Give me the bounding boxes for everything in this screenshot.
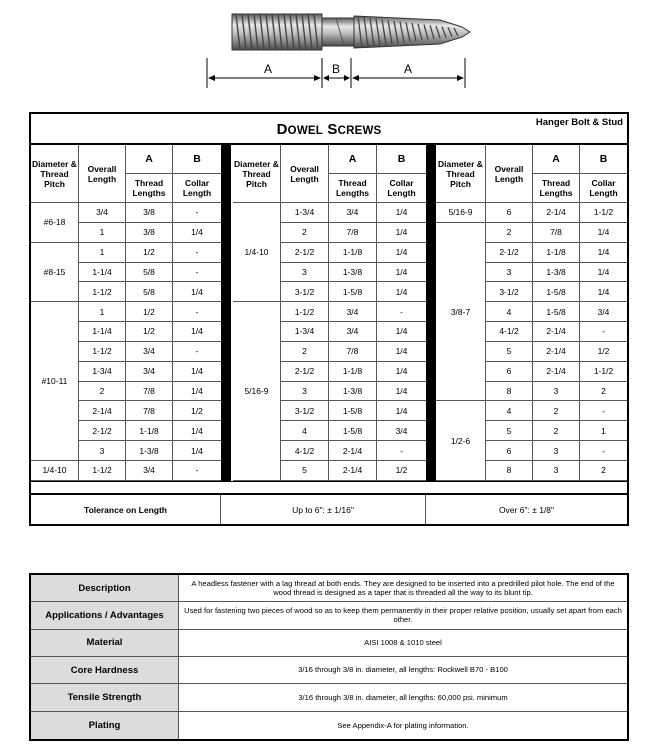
- spec-label-applications: Applications / Advantages: [31, 602, 179, 629]
- overall-length-cell: 1-3/4: [281, 322, 329, 342]
- thread-length-cell: 2-1/4: [329, 441, 377, 461]
- header-overall-length: Overall Length: [486, 145, 533, 203]
- spec-label-core-hardness: Core Hardness: [31, 657, 179, 684]
- collar-length-cell: 1/2: [580, 342, 627, 362]
- title-word-crews: CREWS: [337, 125, 382, 137]
- collar-length-cell: 1/4: [377, 243, 426, 263]
- table-group-2: [233, 145, 426, 481]
- header-collar-length: Collar Length: [377, 174, 426, 203]
- collar-length-cell: 1: [580, 421, 627, 441]
- thread-length-cell: 5/8: [126, 263, 173, 283]
- overall-length-cell: 3-1/2: [281, 282, 329, 302]
- diameter-cell: 5/16-9: [233, 302, 281, 481]
- overall-length-cell: 2: [281, 223, 329, 243]
- spec-label-plating: Plating: [31, 712, 179, 739]
- group-separator: [426, 145, 436, 481]
- collar-length-cell: 1/4: [377, 382, 426, 402]
- title-letter-d: D: [276, 121, 288, 138]
- thread-length-cell: 1-3/8: [329, 263, 377, 283]
- overall-length-cell: 4-1/2: [281, 441, 329, 461]
- overall-length-cell: 2-1/2: [281, 362, 329, 382]
- thread-length-cell: 2-1/4: [329, 461, 377, 481]
- thread-length-cell: 2: [533, 421, 580, 441]
- diameter-cell: 5/16-9: [436, 203, 486, 223]
- diameter-cell: 1/4-10: [31, 461, 79, 481]
- thread-length-cell: 3/4: [126, 461, 173, 481]
- thread-length-cell: 1-5/8: [329, 421, 377, 441]
- collar-length-cell: 1/2: [377, 461, 426, 481]
- overall-length-cell: 2-1/4: [79, 401, 126, 421]
- table-title-row: [31, 114, 627, 145]
- thread-length-cell: 7/8: [329, 342, 377, 362]
- thread-length-cell: 3: [533, 461, 580, 481]
- collar-length-cell: 3/4: [377, 421, 426, 441]
- spec-value-material: AISI 1008 & 1010 steel: [179, 630, 627, 657]
- header-thread-lengths: Thread Lengths: [126, 174, 173, 203]
- thread-length-cell: 5/8: [126, 282, 173, 302]
- overall-length-cell: 1-3/4: [79, 362, 126, 382]
- overall-length-cell: 8: [486, 461, 533, 481]
- diameter-cell: 1/4-10: [233, 203, 281, 302]
- thread-length-cell: 1-3/8: [126, 441, 173, 461]
- header-a: A: [533, 145, 580, 174]
- collar-length-cell: 1/4: [173, 382, 221, 402]
- thread-length-cell: 1-1/8: [533, 243, 580, 263]
- collar-length-cell: 1/4: [377, 263, 426, 283]
- collar-length-cell: 1/4: [173, 421, 221, 441]
- dowel-screw-diagram: [0, 0, 650, 95]
- collar-length-cell: 1-1/2: [580, 203, 627, 223]
- overall-length-cell: 6: [486, 203, 533, 223]
- overall-length-cell: 1-3/4: [281, 203, 329, 223]
- collar-length-cell: 1/4: [377, 342, 426, 362]
- thread-length-cell: 7/8: [126, 382, 173, 402]
- diameter-cell: #8-15: [31, 243, 79, 303]
- thread-length-cell: 3/4: [126, 362, 173, 382]
- overall-length-cell: 2-1/2: [486, 243, 533, 263]
- collar-length-cell: 1/2: [173, 401, 221, 421]
- thread-length-cell: 1-1/8: [329, 362, 377, 382]
- overall-length-cell: 2: [281, 342, 329, 362]
- thread-length-cell: 2-1/4: [533, 203, 580, 223]
- collar-length-cell: 1/4: [580, 282, 627, 302]
- header-a: A: [329, 145, 377, 174]
- thread-length-cell: 3: [533, 382, 580, 402]
- collar-length-cell: 1/4: [377, 203, 426, 223]
- thread-length-cell: 1/2: [126, 302, 173, 322]
- dimension-label-b: B: [332, 62, 341, 76]
- spec-label-tensile-strength: Tensile Strength: [31, 684, 179, 711]
- overall-length-cell: 3: [281, 382, 329, 402]
- spec-value-description: A headless fastener with a lag thread at both ends. They are designed to be inserted into a predrilled pilot hole. The end of the wood thread is designed as a taper that is threaded all the way to its blunt tip.: [179, 575, 627, 602]
- collar-length-cell: 2: [580, 382, 627, 402]
- overall-length-cell: 4: [486, 302, 533, 322]
- thread-length-cell: 2-1/4: [533, 362, 580, 382]
- overall-length-cell: 3: [79, 441, 126, 461]
- spec-value-tensile-strength: 3/16 through 3/8 in. diameter, all lengths: 60,000 psi. minimum: [179, 684, 627, 711]
- screw-illustration: [232, 14, 470, 50]
- header-diameter-thread-pitch: Diameter & Thread Pitch: [233, 145, 281, 203]
- thread-length-cell: 1-5/8: [329, 282, 377, 302]
- collar-length-cell: 1/4: [580, 223, 627, 243]
- title-letter-s: S: [327, 121, 338, 138]
- spec-value-core-hardness: 3/16 through 3/8 in. diameter, all lengths: Rockwell B70 - B100: [179, 657, 627, 684]
- diameter-cell: 3/8-7: [436, 223, 486, 402]
- collar-length-cell: -: [173, 302, 221, 322]
- collar-length-cell: 1/4: [173, 223, 221, 243]
- thread-length-cell: 3/4: [126, 342, 173, 362]
- tolerance-up-to-6: Up to 6": ± 1/16": [221, 495, 426, 524]
- overall-length-cell: 8: [486, 382, 533, 402]
- diameter-cell: #6-18: [31, 203, 79, 243]
- overall-length-cell: 6: [486, 441, 533, 461]
- overall-length-cell: 1-1/2: [281, 302, 329, 322]
- header-b: B: [173, 145, 221, 174]
- header-b: B: [377, 145, 426, 174]
- collar-length-cell: -: [173, 461, 221, 481]
- header-overall-length: Overall Length: [281, 145, 329, 203]
- thread-length-cell: 1-1/8: [126, 421, 173, 441]
- spec-value-plating: See Appendix-A for plating information.: [337, 720, 469, 730]
- overall-length-cell: 2-1/2: [79, 421, 126, 441]
- overall-length-cell: 5: [486, 342, 533, 362]
- overall-length-cell: 3-1/2: [486, 282, 533, 302]
- header-collar-length: Collar Length: [173, 174, 221, 203]
- collar-length-cell: -: [580, 441, 627, 461]
- thread-length-cell: 1/2: [126, 322, 173, 342]
- overall-length-cell: 6: [486, 362, 533, 382]
- collar-length-cell: 1/4: [173, 282, 221, 302]
- overall-length-cell: 1-1/2: [79, 342, 126, 362]
- overall-length-cell: 3-1/2: [281, 401, 329, 421]
- collar-length-cell: 1-1/2: [580, 362, 627, 382]
- overall-length-cell: 5: [486, 421, 533, 441]
- thread-length-cell: 7/8: [329, 223, 377, 243]
- overall-length-cell: 1: [79, 223, 126, 243]
- collar-length-cell: -: [580, 322, 627, 342]
- collar-length-cell: 1/4: [377, 401, 426, 421]
- overall-length-cell: 4: [281, 421, 329, 441]
- collar-length-cell: 1/4: [377, 362, 426, 382]
- thread-length-cell: 3/4: [329, 322, 377, 342]
- thread-length-cell: 1-1/8: [329, 243, 377, 263]
- overall-length-cell: 4: [486, 401, 533, 421]
- header-diameter-thread-pitch: Diameter & Thread Pitch: [436, 145, 486, 203]
- thread-length-cell: 2: [533, 401, 580, 421]
- overall-length-cell: 3: [281, 263, 329, 283]
- collar-length-cell: -: [173, 203, 221, 223]
- overall-length-cell: 5: [281, 461, 329, 481]
- thread-length-cell: 3: [533, 441, 580, 461]
- thread-length-cell: 3/8: [126, 223, 173, 243]
- specifications-table: [29, 573, 629, 741]
- hanger-bolt-stud-label: Hanger Bolt & Stud: [535, 117, 623, 128]
- tolerance-row: [31, 495, 627, 524]
- header-collar-length: Collar Length: [580, 174, 627, 203]
- thread-length-cell: 1-3/8: [533, 263, 580, 283]
- collar-length-cell: 1/4: [580, 263, 627, 283]
- collar-length-cell: 1/4: [173, 441, 221, 461]
- thread-length-cell: 3/4: [329, 302, 377, 322]
- collar-length-cell: 1/4: [173, 322, 221, 342]
- overall-length-cell: 1-1/2: [79, 282, 126, 302]
- overall-length-cell: 1-1/4: [79, 263, 126, 283]
- header-thread-lengths: Thread Lengths: [533, 174, 580, 203]
- thread-length-cell: 2-1/4: [533, 322, 580, 342]
- header-overall-length: Overall Length: [79, 145, 126, 203]
- thread-length-cell: 7/8: [126, 401, 173, 421]
- overall-length-cell: 2: [486, 223, 533, 243]
- header-a: A: [126, 145, 173, 174]
- title-word-owel: OWEL: [287, 125, 323, 137]
- collar-length-cell: 1/4: [377, 322, 426, 342]
- overall-length-cell: 1: [79, 243, 126, 263]
- collar-length-cell: -: [173, 263, 221, 283]
- tolerance-over-6: Over 6": ± 1/8": [498, 504, 555, 515]
- thread-length-cell: 3/8: [126, 203, 173, 223]
- thread-length-cell: 3/4: [329, 203, 377, 223]
- dowel-screws-table: [29, 112, 629, 526]
- overall-length-cell: 1-1/4: [79, 322, 126, 342]
- collar-length-cell: 2: [580, 461, 627, 481]
- group-separator: [221, 145, 231, 481]
- collar-length-cell: -: [173, 243, 221, 263]
- header-thread-lengths: Thread Lengths: [329, 174, 377, 203]
- tolerance-label: Tolerance on Length: [31, 495, 221, 524]
- table-group-3: [436, 145, 627, 481]
- overall-length-cell: 3: [486, 263, 533, 283]
- collar-length-cell: 1/4: [173, 362, 221, 382]
- overall-length-cell: 4-1/2: [486, 322, 533, 342]
- collar-length-cell: 1/4: [377, 223, 426, 243]
- thread-length-cell: 1-5/8: [533, 282, 580, 302]
- diameter-cell: #10-11: [31, 302, 79, 461]
- header-b: B: [580, 145, 627, 174]
- diameter-cell: 1/2-6: [436, 401, 486, 480]
- header-diameter-thread-pitch: Diameter & Thread Pitch: [31, 145, 79, 203]
- table-spacer-row: [31, 481, 627, 495]
- spec-value-applications: Used for fastening two pieces of wood so as to keep them permanently in their proper relative position, usually set apart from each other.: [179, 602, 627, 629]
- thread-length-cell: 2-1/4: [533, 342, 580, 362]
- table-group-1: [31, 145, 221, 481]
- thread-length-cell: 1/2: [126, 243, 173, 263]
- dimension-label-a-left: A: [264, 62, 273, 76]
- collar-length-cell: -: [377, 302, 426, 322]
- collar-length-cell: -: [580, 401, 627, 421]
- overall-length-cell: 2: [79, 382, 126, 402]
- collar-length-cell: 1/4: [377, 282, 426, 302]
- thread-length-cell: 1-3/8: [329, 382, 377, 402]
- collar-length-cell: -: [377, 441, 426, 461]
- overall-length-cell: 1-1/2: [79, 461, 126, 481]
- overall-length-cell: 2-1/2: [281, 243, 329, 263]
- spec-label-description: Description: [31, 575, 179, 602]
- collar-length-cell: -: [173, 342, 221, 362]
- dimension-label-a-right: A: [404, 62, 413, 76]
- thread-length-cell: 7/8: [533, 223, 580, 243]
- overall-length-cell: 3/4: [79, 203, 126, 223]
- overall-length-cell: 1: [79, 302, 126, 322]
- spec-label-material: Material: [31, 630, 179, 657]
- thread-length-cell: 1-5/8: [329, 401, 377, 421]
- collar-length-cell: 1/4: [580, 243, 627, 263]
- collar-length-cell: 3/4: [580, 302, 627, 322]
- thread-length-cell: 1-5/8: [533, 302, 580, 322]
